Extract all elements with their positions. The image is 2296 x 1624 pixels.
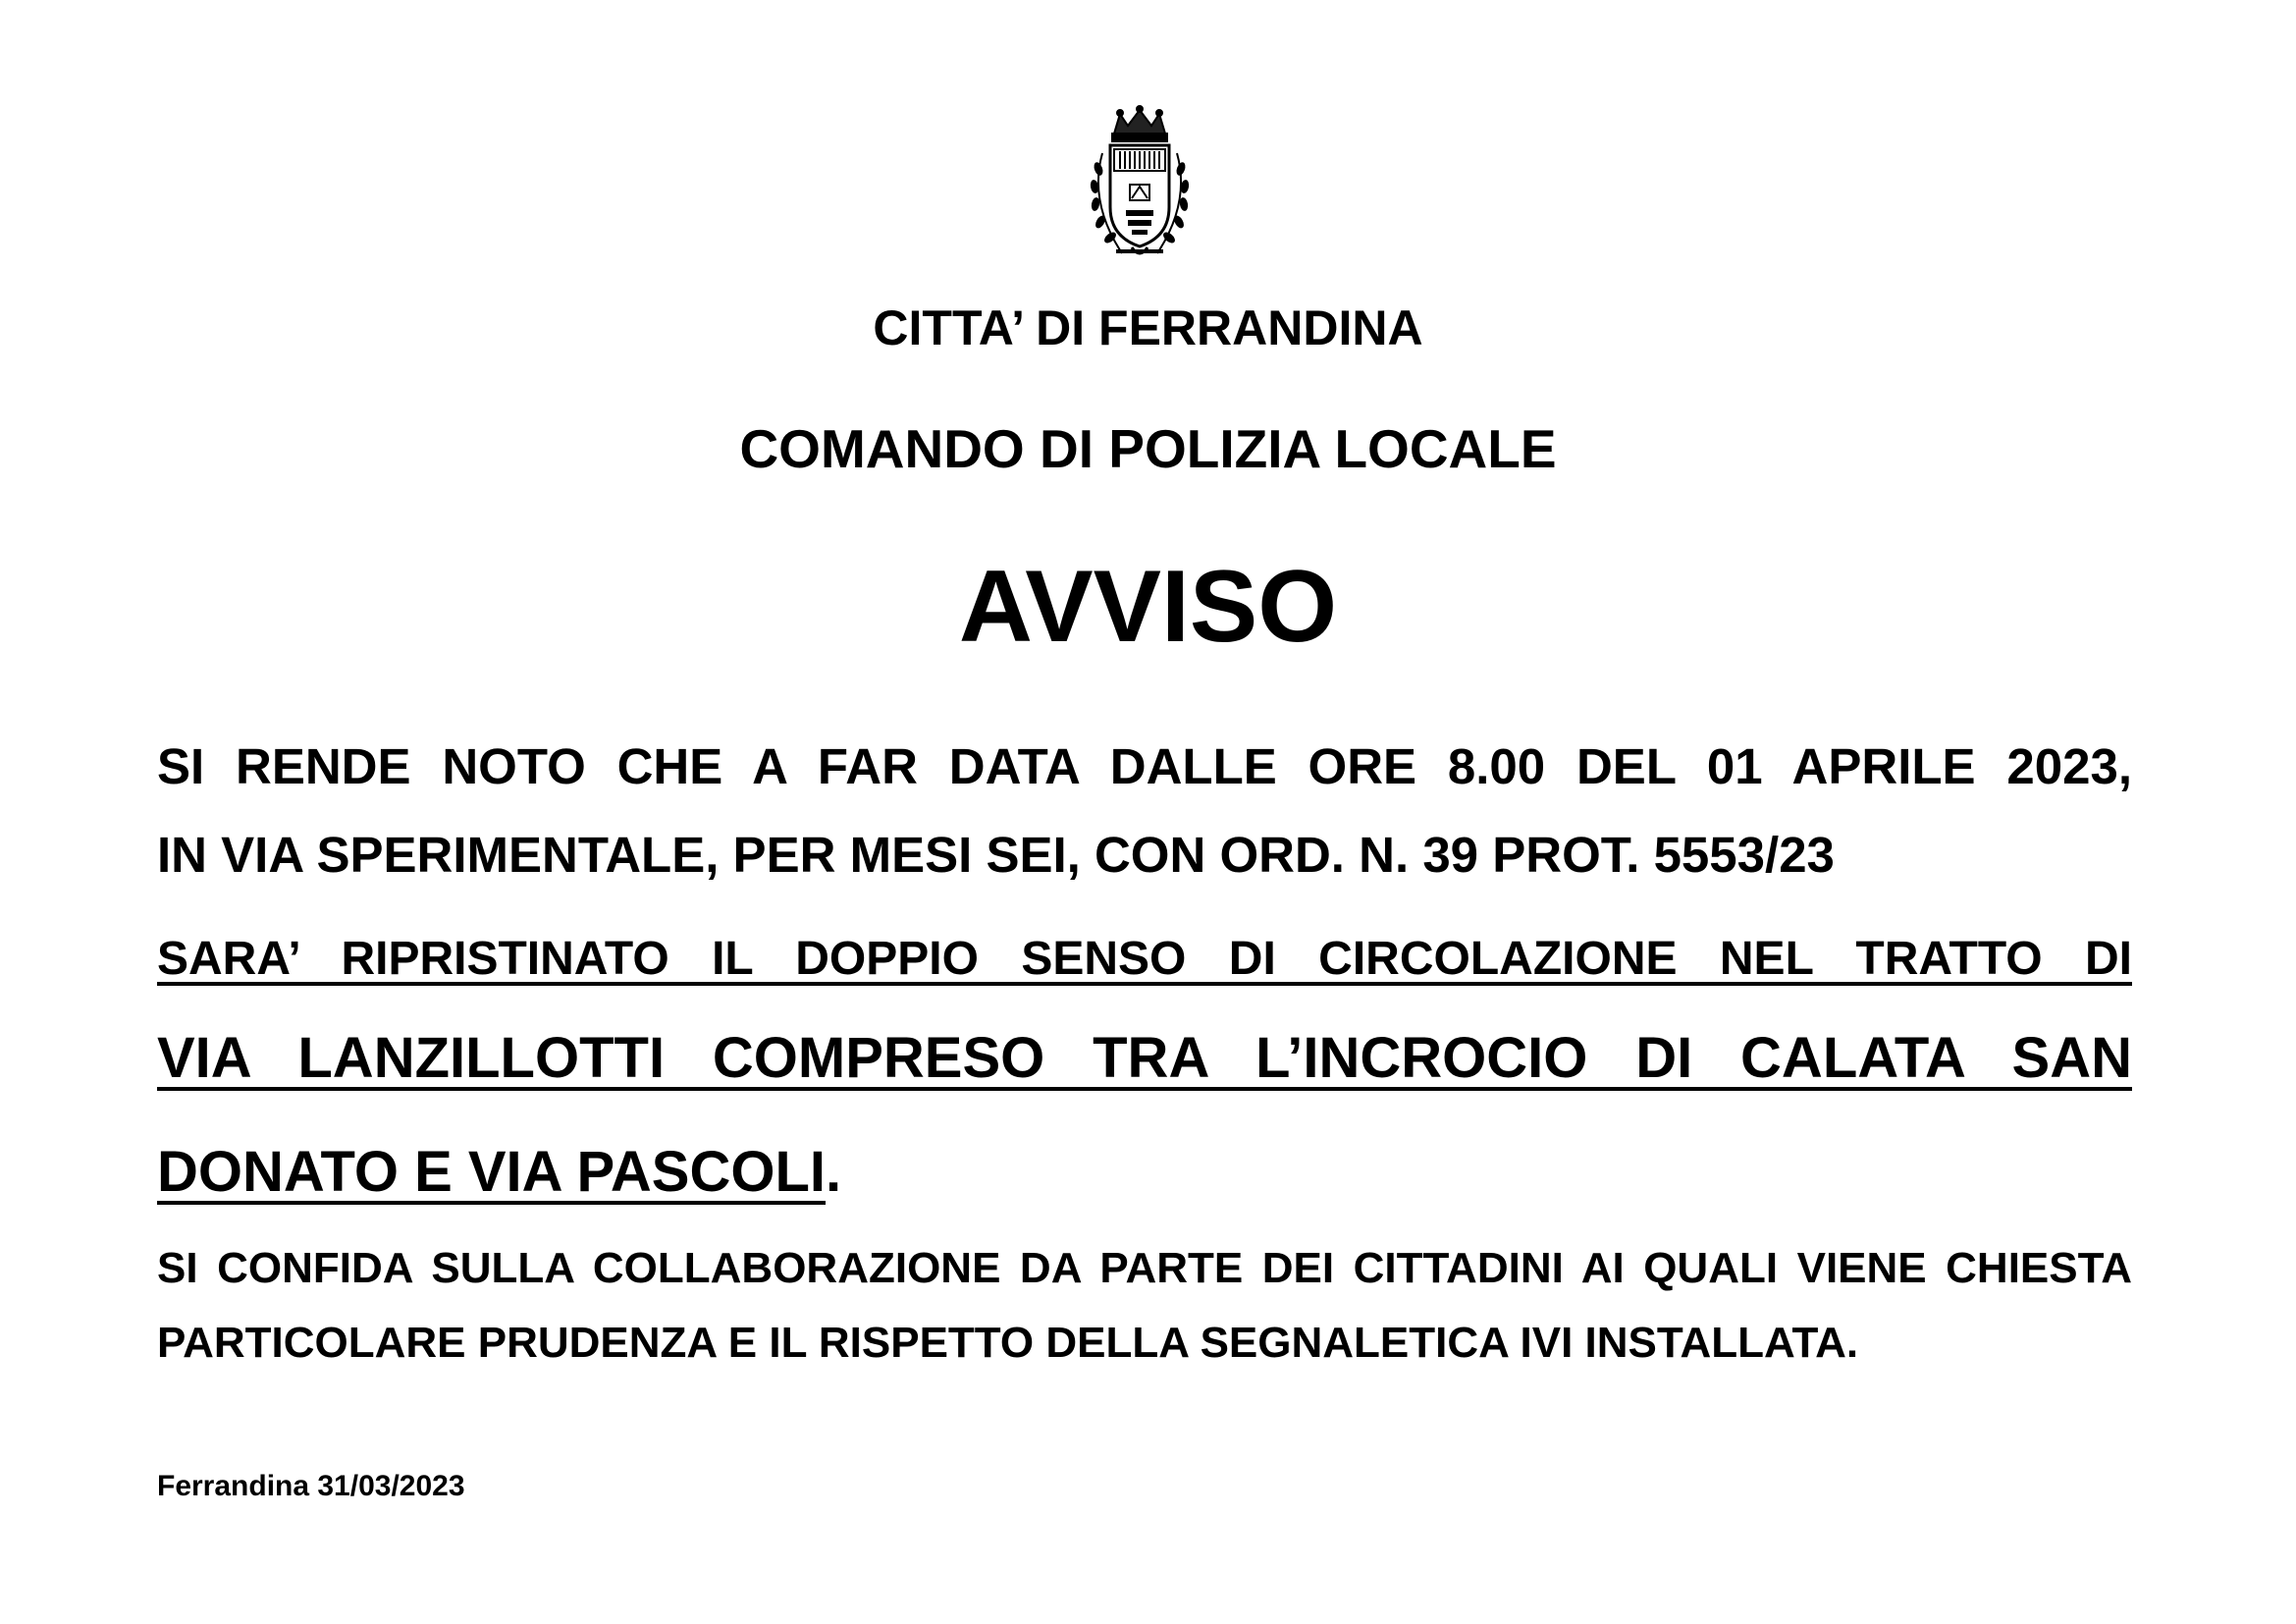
coat-of-arms-icon — [1071, 104, 1208, 261]
notice-title: AVVISO — [958, 550, 1338, 664]
notice-paragraph-street-section — [157, 1001, 2132, 1229]
street-text: DONATO E VIA PASCOLI — [157, 1140, 827, 1204]
city-name: CITTA’ DI FERRANDINA — [873, 300, 1423, 355]
paragraph-line: VIA LANZILLOTTI COMPRESO TRA L’INCROCIO DI CALATA SAN — [157, 1026, 2132, 1090]
sentence-period: . — [826, 1140, 842, 1204]
place-date: Ferrandina 31/03/2023 — [157, 1470, 465, 1502]
command-name: COMANDO DI POLIZIA LOCALE — [739, 418, 1557, 479]
notice-paragraph-request — [157, 1231, 2132, 1380]
notice-paragraph-measure-intro — [157, 925, 2132, 994]
paragraph-line: PARTICOLARE PRUDENZA E IL RISPETTO DELLA SEGNALETICA IVI INSTALLATA. — [157, 1319, 1859, 1367]
paragraph-line: SI RENDE NOTO CHE A FAR DATA DALLE ORE 8.00 DEL 01 APRILE 2023, — [157, 738, 2132, 794]
paragraph-line-last — [157, 1115, 2132, 1229]
paragraph-line: SARA’ RIPRISTINATO IL DOPPIO SENSO DI CIRCOLAZIONE NEL TRATTO DI — [157, 933, 2132, 985]
notice-paragraph-dates — [157, 723, 2132, 899]
paragraph-line: SI CONFIDA SULLA COLLABORAZIONE DA PARTE DEI CITTADINI AI QUALI VIENE CHIESTA — [157, 1244, 2132, 1292]
paragraph-line: IN VIA SPERIMENTALE, PER MESI SEI, CON ORD. N. 39 PROT. 5553/23 — [157, 827, 1835, 883]
